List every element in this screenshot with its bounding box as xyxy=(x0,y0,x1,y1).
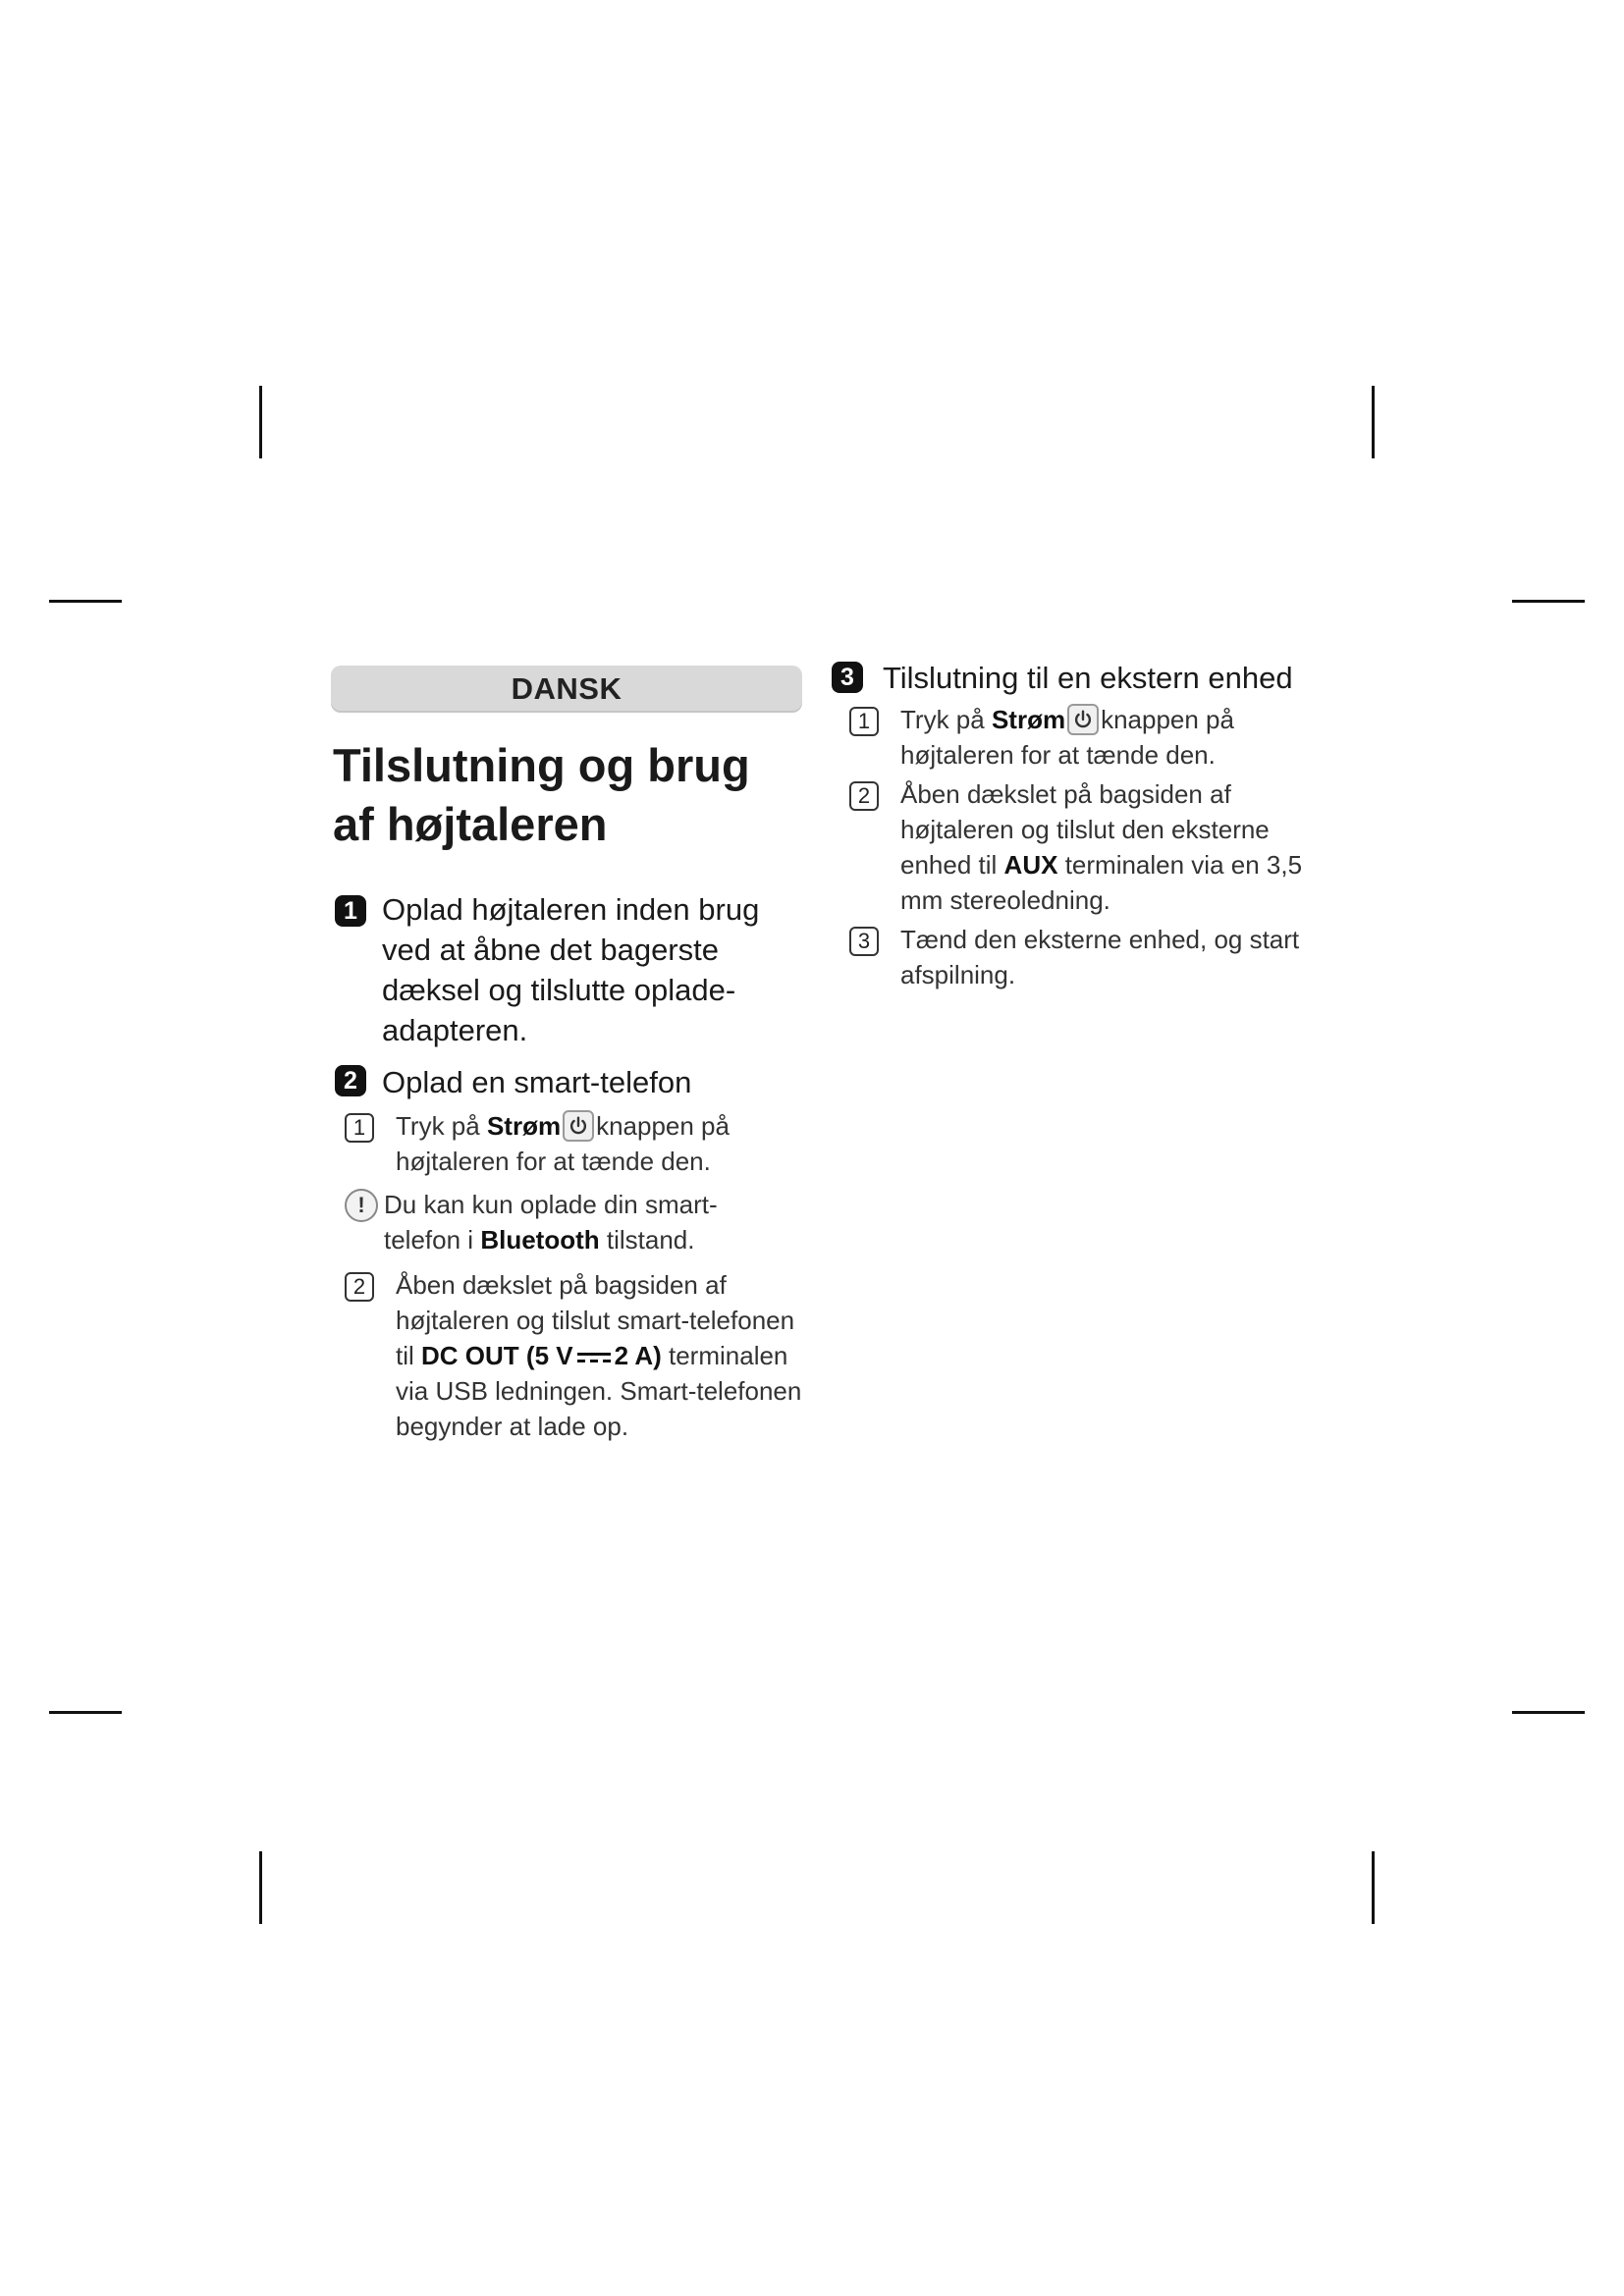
step-charge-text: Oplad højtaleren inden brug ved at åbne det bagerste dæksel og tilslutte oplade-adapteren. xyxy=(382,892,760,1047)
power-icon xyxy=(563,1110,594,1142)
bluetooth-label: Bluetooth xyxy=(480,1225,600,1255)
power-icon xyxy=(1067,704,1099,735)
caution-icon: ! xyxy=(345,1189,378,1222)
left-column xyxy=(331,666,802,1444)
dc-symbol-icon xyxy=(577,1351,611,1364)
substep-power-on-ext xyxy=(849,702,1323,773)
step-charge-phone xyxy=(331,1062,802,1102)
note-text: Du kan kun oplade din smart-telefon i Bluetooth tilstand. xyxy=(384,1190,718,1255)
substep-connect-phone xyxy=(345,1267,802,1444)
step-heading: Tilslutning til en ekstern enhed xyxy=(883,661,1293,695)
substep-text: Åben dækslet på bagsiden af højtaleren og tilslut den eksterne enhed til AUX terminalen via en 3,5 mm stereoledning. xyxy=(900,779,1303,916)
crop-mark-top-right xyxy=(1372,386,1375,458)
current-label: 2 A) xyxy=(614,1341,662,1371)
step-charge-speaker xyxy=(331,889,802,1050)
substep-text: Tænd den eksterne enhed, og start afspilning. xyxy=(900,925,1300,990)
language-banner xyxy=(331,666,802,713)
dc-out-label: DC OUT xyxy=(421,1341,519,1371)
step-external-device xyxy=(832,658,1323,698)
crop-mark-upper-right xyxy=(1512,600,1585,603)
crop-mark-bottom-left xyxy=(259,1851,262,1924)
step-heading: Oplad en smart-telefon xyxy=(382,1065,692,1099)
substep-text: Tryk på Strøm knappen på højtaleren for at tænde den. xyxy=(396,1111,730,1177)
step-number-badge: 1 xyxy=(335,895,366,927)
substep-connect-aux xyxy=(849,776,1323,918)
crop-mark-upper-left xyxy=(49,600,122,603)
crop-mark-bottom-right xyxy=(1372,1851,1375,1924)
right-column xyxy=(832,658,1323,992)
crop-mark-top-left xyxy=(259,386,262,458)
page-title: Tilslutning og brug af højtaleren xyxy=(333,739,750,850)
substep-number: 2 xyxy=(345,1272,374,1302)
aux-label: AUX xyxy=(1003,850,1058,881)
voltage-label: (5 V xyxy=(525,1341,573,1371)
substep-number: 3 xyxy=(849,927,879,956)
substep-text: Tryk på Strøm knappen på højtaleren for at tænde den. xyxy=(900,705,1234,771)
step-number-badge: 2 xyxy=(335,1065,366,1096)
substep-number: 1 xyxy=(345,1113,374,1143)
substep-text: Åben dækslet på bagsiden af højtaleren og tilslut smart-telefonen til DC OUT (5 V 2 A) terminalen via USB ledningen. Smart-telefonen begynder at lade op. xyxy=(396,1270,802,1442)
power-label: Strøm xyxy=(486,1111,562,1141)
step-number-badge: 3 xyxy=(832,662,863,693)
substep-power-on xyxy=(345,1108,802,1179)
note-bluetooth xyxy=(345,1187,757,1257)
crop-mark-lower-right xyxy=(1512,1711,1585,1714)
substep-number: 1 xyxy=(849,707,879,736)
crop-mark-lower-left xyxy=(49,1711,122,1714)
substep-number: 2 xyxy=(849,781,879,811)
power-label: Strøm xyxy=(991,705,1066,734)
substep-start-playback xyxy=(849,922,1323,992)
language-label: DANSK xyxy=(511,671,623,706)
